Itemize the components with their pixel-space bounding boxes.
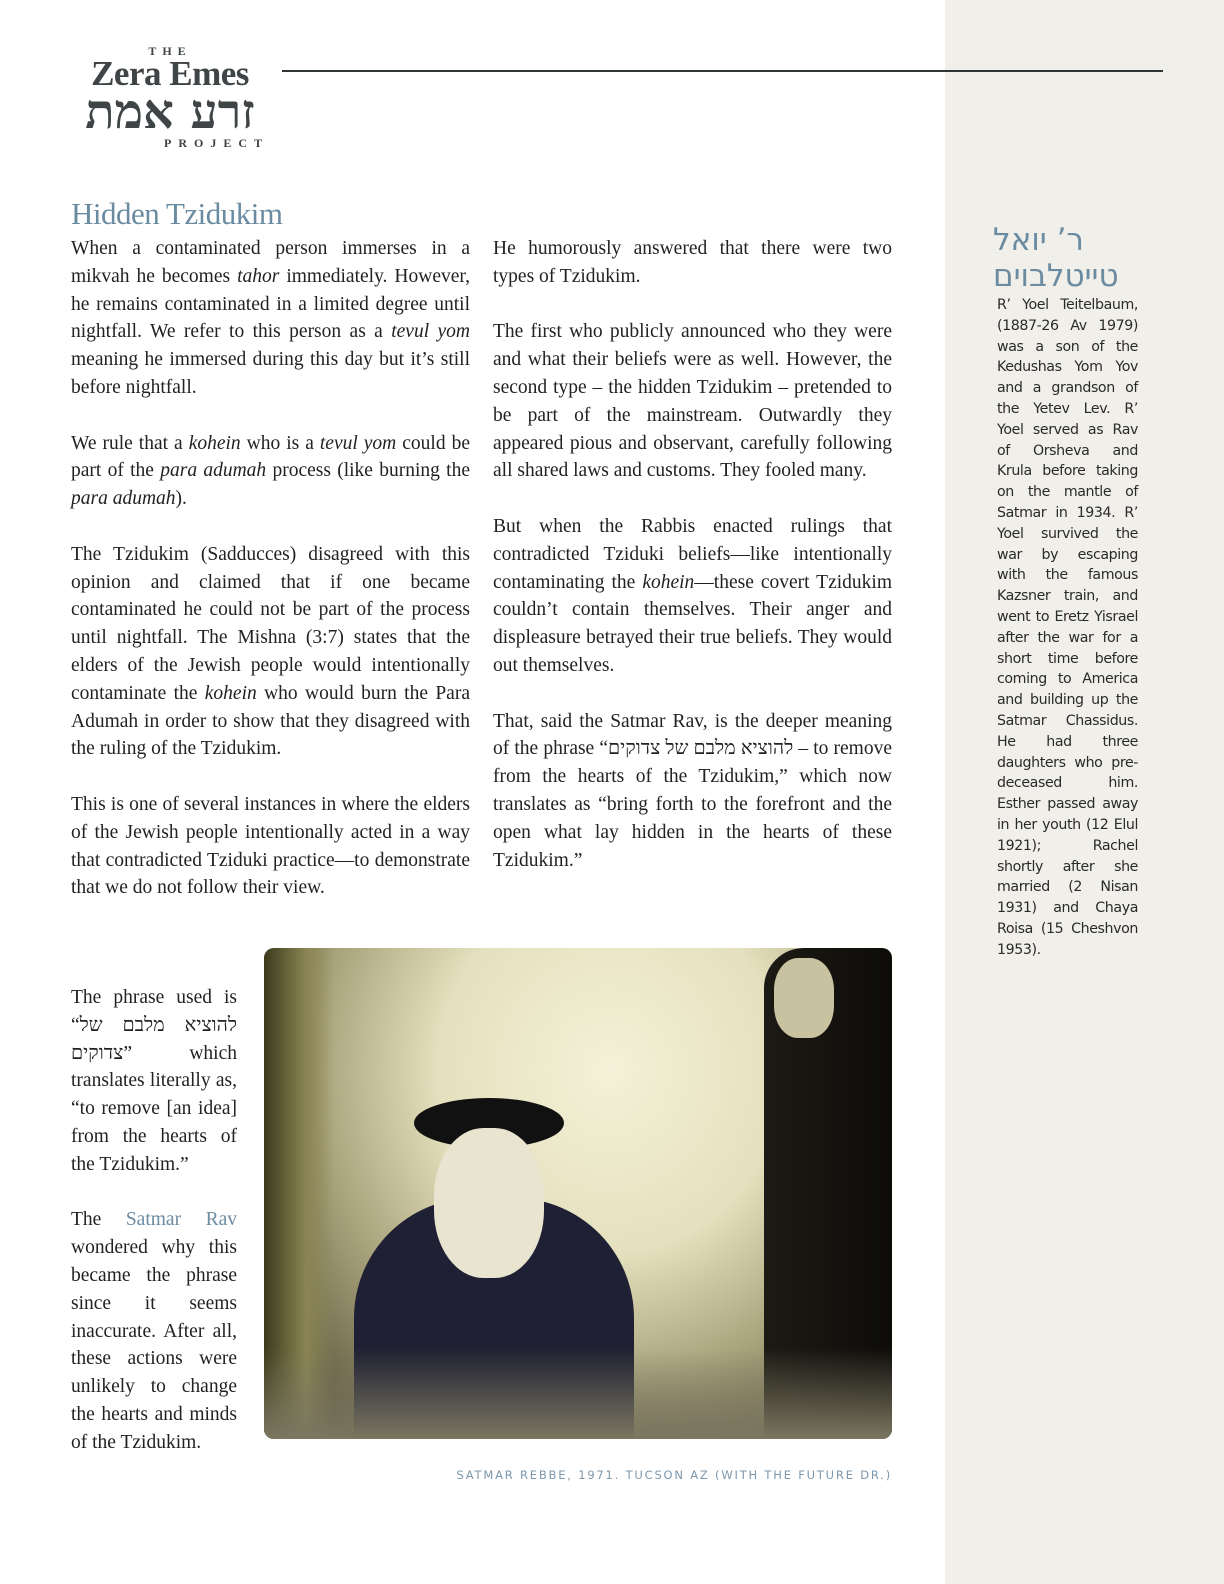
- text-run: That, said the Satmar Rav, is the deeper meaning of the phrase “להוציא מלבם של צדוקים – to remove from the hearts of the Tzidukim,” which now translates as “bring forth to the forefront and the open what lay hidden in the hearts of these Tzidukim.”: [493, 710, 892, 871]
- text-run: When a contaminated person immerses in a mikvah he becomes: [71, 238, 470, 287]
- left-column: [71, 235, 470, 930]
- italic-term: kohein: [642, 571, 695, 593]
- sidebar-bio: R’ Yoel Teitelbaum, (1887-26 Av 1979) was a son of the Kedushas Yom Yov and a grandson of the Yetev Lev. R’ Yoel served as Rav of Orsheva and Krula before taking on the mantle of Satmar in 1934. R’ Yoel survived the war by escaping with the famous Kazsner train, and went to Eretz Yisrael after the war for a short time before coming to America and building up the Satmar Chassidus. He had three daughters who pre-deceased him. Esther passed away in her youth (12 Elul 1921); Rachel shortly after she married (2 Nisan 1931) and Chaya Roisa (15 Cheshvon 1953).: [997, 297, 1138, 958]
- paragraph: [493, 708, 892, 875]
- text-run: The phrase used is “להוציא מלבם של צדוקים” which translates literally as, “to remove [an idea] from the hearts of the Tzidukim.”: [71, 987, 237, 1175]
- right-column: [493, 235, 892, 902]
- text-run: immediately. However, he remains contaminated in a limited degree until nightfall. We refer to this person as a: [71, 265, 470, 343]
- text-run: The Tzidukim (Sadducces) disagreed with this opinion and claimed that if one became contaminated he could not be part of the process until nightfall. The Mishna (3:7) states that the elders of the Jewish people would intentionally contaminate the: [71, 543, 470, 704]
- italic-term: tevul yom: [319, 432, 397, 454]
- italic-term: para adumah: [71, 488, 176, 510]
- paragraph: [493, 235, 892, 291]
- logo-project: PROJECT: [163, 136, 269, 150]
- header-rule: [282, 70, 1163, 72]
- logo-name-english: Zera Emes: [91, 54, 249, 93]
- text-run: He humorously answered that there were two types of Tzidukim.: [493, 238, 892, 287]
- text-run: But when the Rabbis enacted rulings that contradicted Tziduki beliefs—like intentionally contaminating the: [493, 515, 892, 593]
- logo: [71, 44, 269, 150]
- paragraph: [71, 430, 470, 513]
- italic-term: tevul yom: [391, 321, 470, 343]
- logo-the: THE: [148, 44, 192, 58]
- photo-satmar-rebbe: [264, 948, 892, 1439]
- photo-caption: SATMAR REBBE, 1971. TUCSON AZ (WITH THE FUTURE DR.): [456, 1468, 892, 1482]
- paragraph: [71, 984, 237, 1179]
- text-run: —these covert Tzidukim couldn’t contain themselves. Their anger and displeasure betrayed their true beliefs. They would out themselves.: [493, 571, 892, 676]
- text-run: who would burn the Para Adumah in order to show that they disagreed with the ruling of the Tzidukim.: [71, 682, 470, 760]
- text-run: wondered why this became the phrase since it seems inaccurate. After all, these actions were unlikely to change the hearts and minds of the Tzidukim.: [71, 1237, 237, 1453]
- text-run: could be part of the: [71, 432, 470, 482]
- narrow-column: [71, 984, 237, 1484]
- logo-name-hebrew: זרע אמת: [85, 84, 255, 140]
- article-title: Hidden Tzidukim: [71, 196, 283, 231]
- italic-term: tahor: [237, 265, 280, 287]
- satmar-rav-link[interactable]: Satmar Rav: [125, 1209, 237, 1231]
- text-run: This is one of several instances in where the elders of the Jewish people intentionally acted in a way that contradicted Tziduki practice—to demonstrate that we do not follow their view.: [71, 793, 470, 899]
- italic-term: kohein: [188, 432, 241, 454]
- italic-term: para adumah: [160, 460, 267, 482]
- paragraph: [493, 318, 892, 485]
- italic-term: kohein: [204, 682, 257, 704]
- text-run: meaning he immersed during this day but it’s still before nightfall.: [71, 349, 470, 398]
- paragraph: [71, 1206, 237, 1456]
- text-run: We rule that a: [71, 432, 189, 454]
- text-run: process (like burning the: [266, 460, 471, 482]
- paragraph: [493, 513, 892, 680]
- paragraph: [71, 235, 470, 402]
- text-run: who is a: [240, 432, 320, 454]
- text-run: The first who publicly announced who they were and what their beliefs were as well. However, the second type – the hidden Tzidukim – pretended to be part of the mainstream. Outwardly they appeared pious and observant, carefully following all shared laws and customs. They fooled many.: [493, 321, 892, 482]
- paragraph: [71, 791, 470, 902]
- sidebar-title: ר’ יואל טייטלבוים: [993, 222, 1119, 294]
- text-run: ).: [175, 488, 187, 510]
- paragraph: [71, 541, 470, 763]
- text-run: The: [71, 1209, 126, 1231]
